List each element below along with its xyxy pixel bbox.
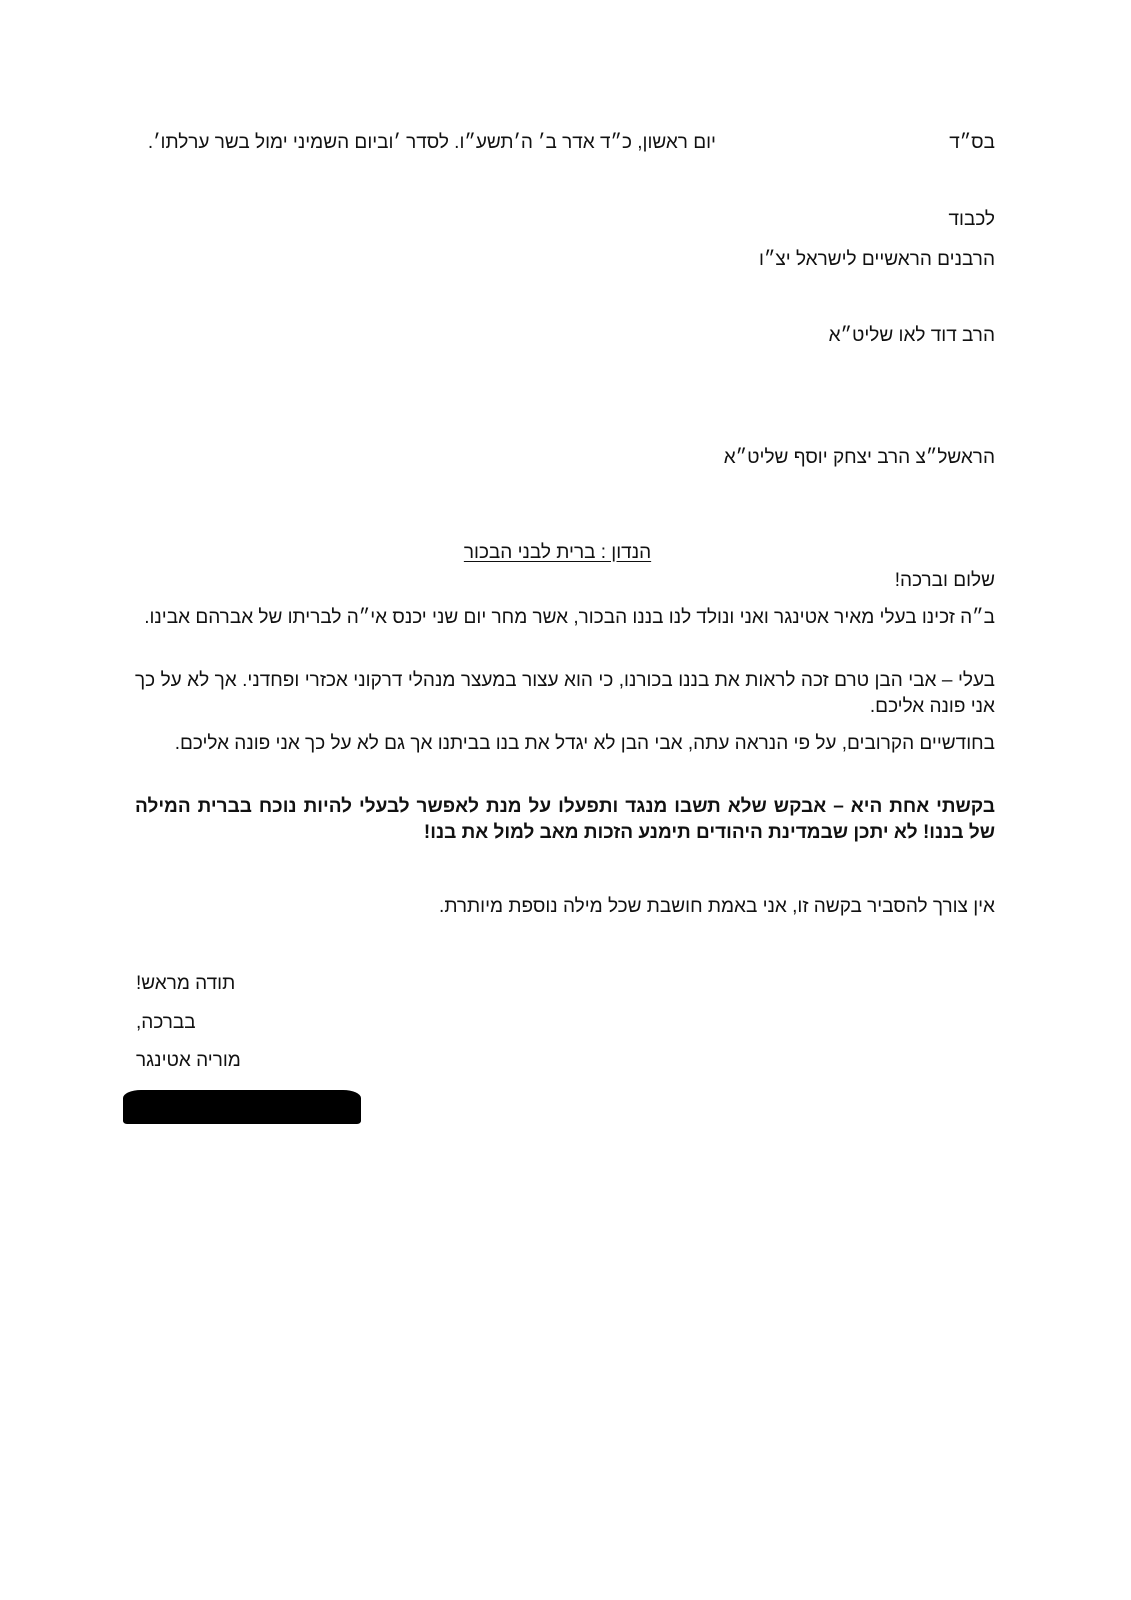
date-line: יום ראשון, כ״ד אדר ב׳ ה׳תשע״ו. לסדר ׳וביום השמיני ימול בשר ערלתו׳. <box>147 132 716 153</box>
thanks-line: תודה מראש! <box>136 973 236 994</box>
signature-name: מוריה אטינגר <box>136 1050 241 1071</box>
greeting: שלום וברכה! <box>894 570 995 591</box>
recipient-2: הראשל״צ הרב יצחק יוסף שליט״א <box>723 447 995 468</box>
recipient-1: הרב דוד לאו שליט״א <box>828 325 995 346</box>
regards-line: בברכה, <box>136 1012 196 1033</box>
addressee-prefix: לכבוד <box>948 209 995 230</box>
paragraph-3: בחודשיים הקרובים, על פי הנראה עתה, אבי הבן לא יגדל את בנו בביתנו אך גם לא על כך אני פונה אליכם. <box>174 733 995 754</box>
paragraph-1: ב״ה זכינו בעלי מאיר אטינגר ואני ונולד לנו בננו הבכור, אשר מחר יום שני יכנס אי״ה לבריתו של אברהם אבינו. <box>144 607 995 628</box>
paragraph-2: בעלי – אבי הבן טרם זכה לראות את בננו בכורנו, כי הוא עצור במעצר מנהלי דרקוני אכזרי ופחדני. אך לא על כך אני פונה אליכם. <box>135 670 995 717</box>
closing-paragraph: אין צורך להסביר בקשה זו, אני באמת חושבת שכל מילה נוספת מיותרת. <box>439 896 995 917</box>
redaction-block <box>123 1090 361 1124</box>
bsd-header: בס״ד <box>949 132 995 153</box>
addressee-title: הרבנים הראשיים לישראל יצ״ו <box>759 249 995 270</box>
request-paragraph: בקשתי אחת היא – אבקש שלא תשבו מנגד ותפעלו על מנת לאפשר לבעלי להיות נוכח בברית המילה של בננו! לא יתכן שבמדינת היהודים תימנע הזכות מאב למול את בנו! <box>135 796 995 843</box>
subject-text: הנדון : ברית לבני הבכור <box>463 542 652 563</box>
subject-line <box>0 541 1131 565</box>
